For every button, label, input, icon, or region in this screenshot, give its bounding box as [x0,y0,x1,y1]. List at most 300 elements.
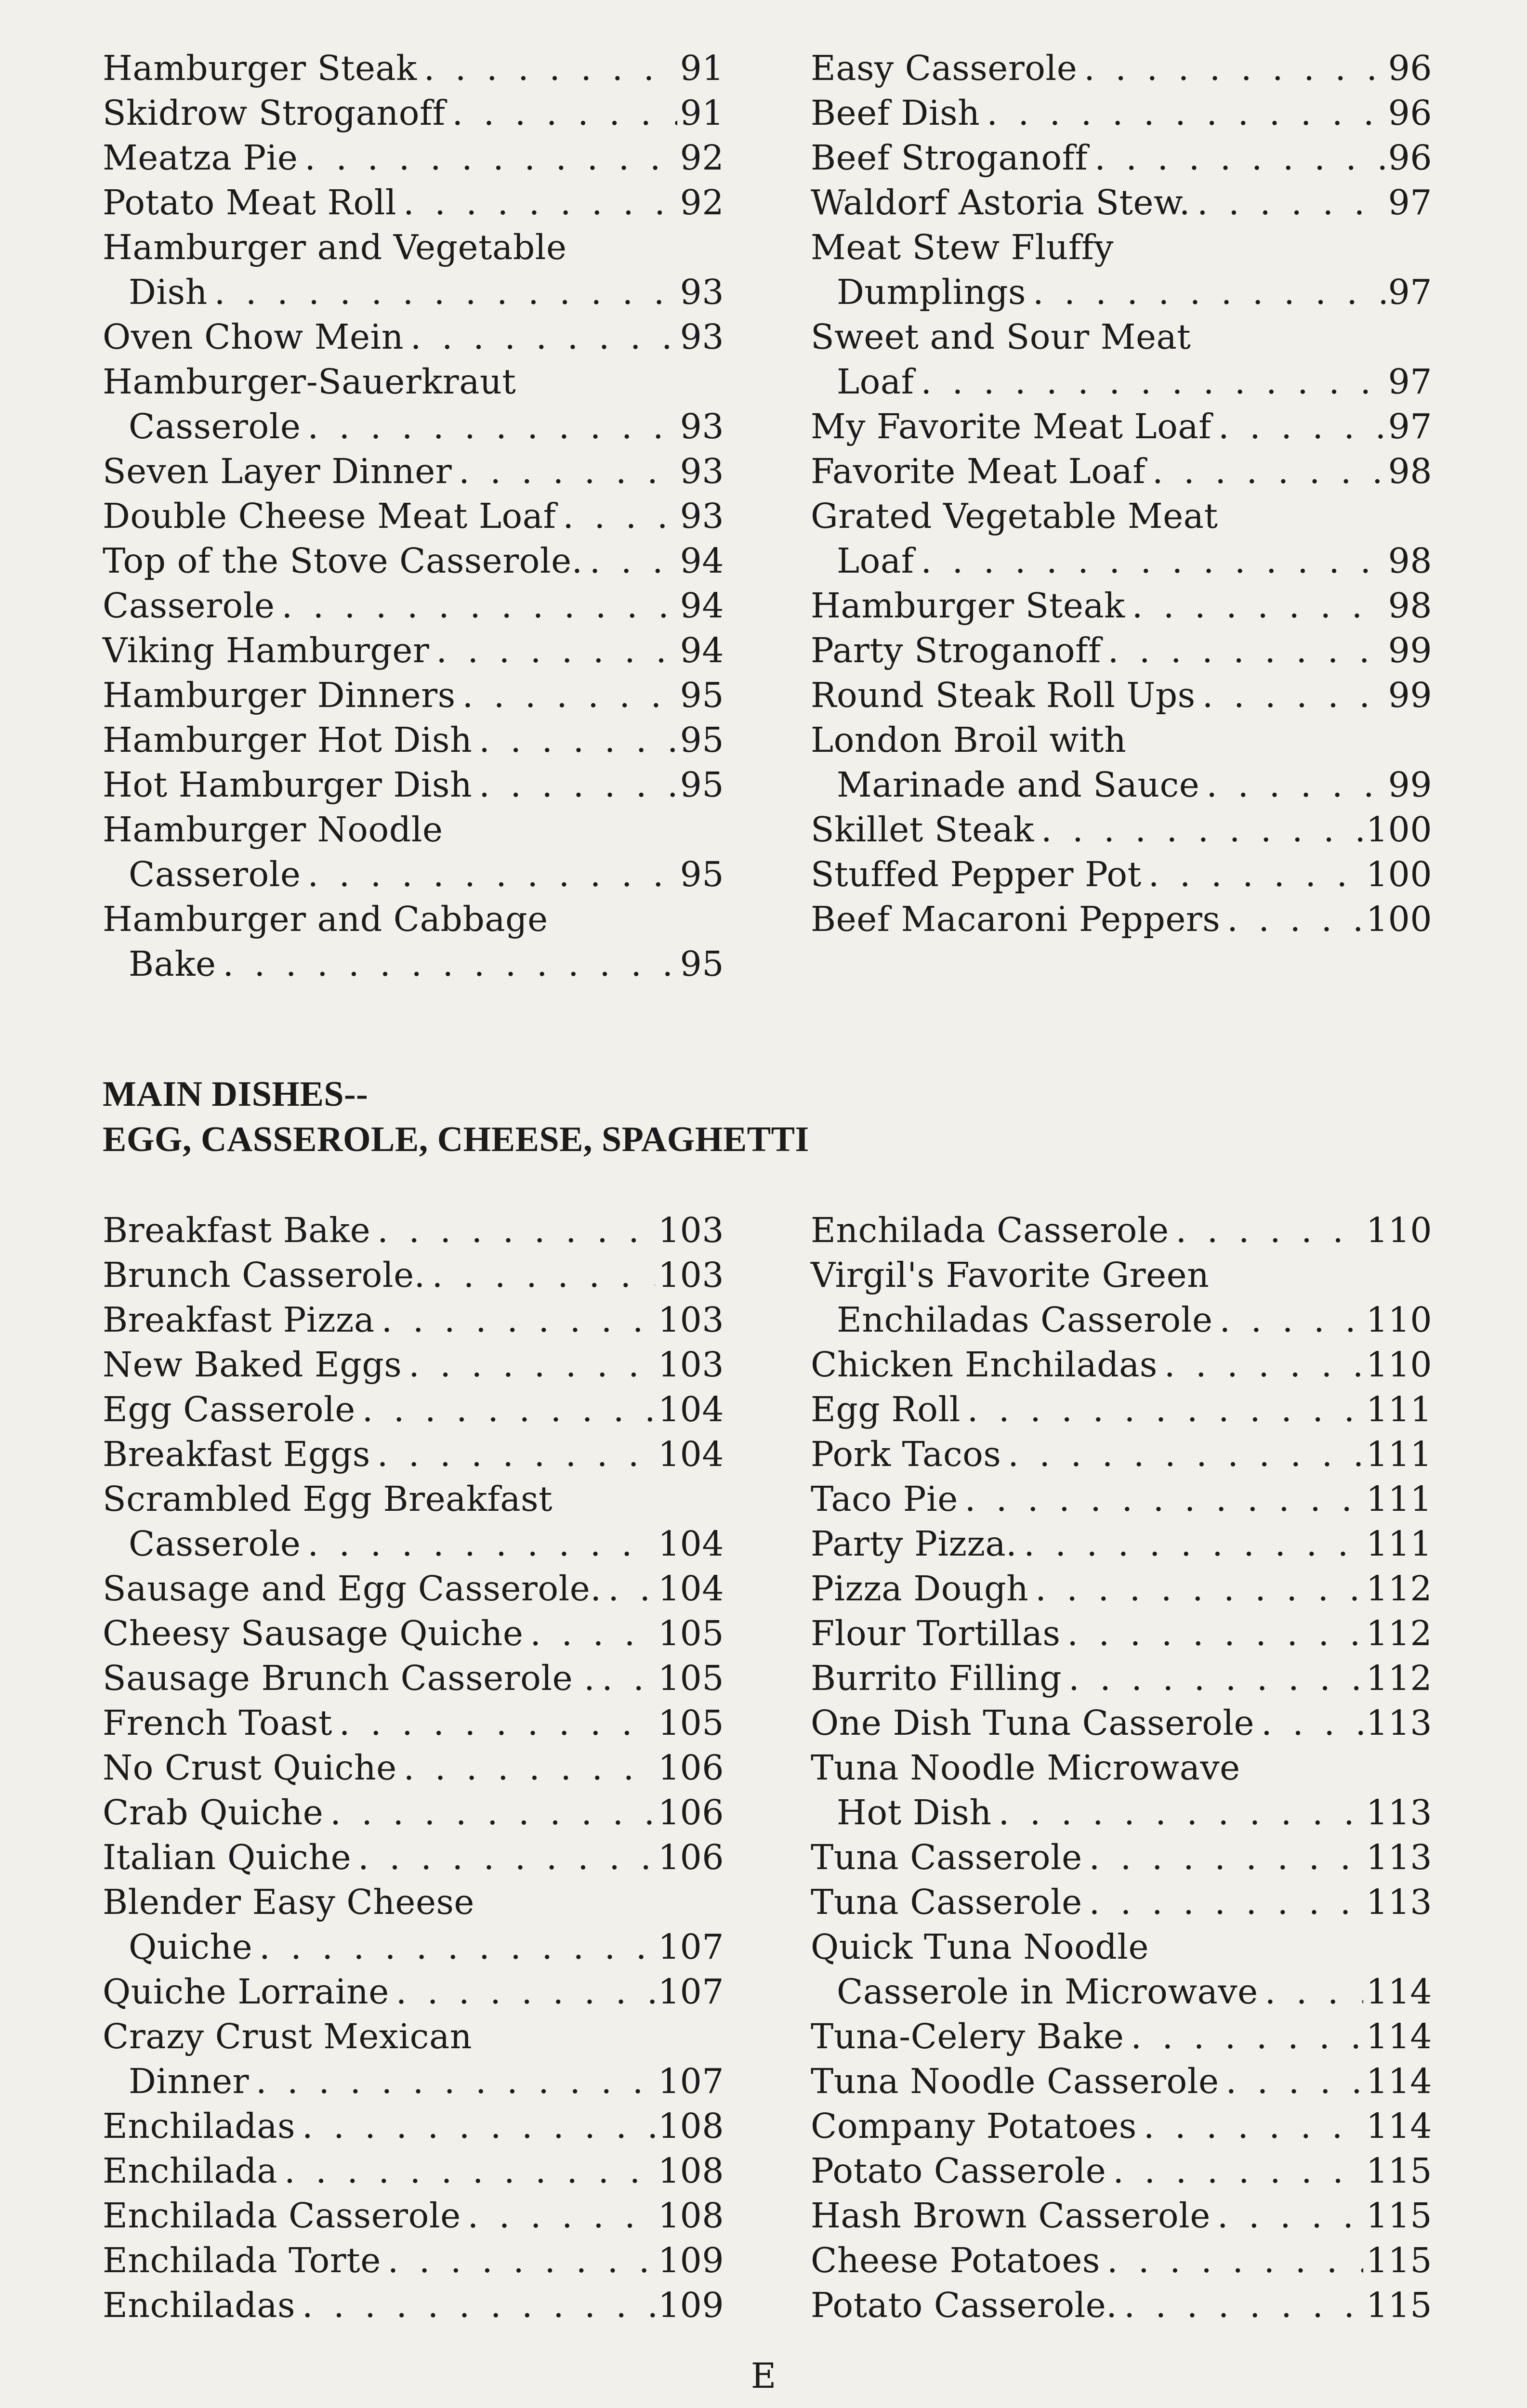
entry-title: Blender Easy Cheese [103,1882,474,1922]
index-entry [103,1387,724,1432]
entry-page-number: 91 [680,93,724,133]
entry-page-number: 96 [1388,138,1432,178]
index-entry [811,46,1432,91]
entry-title: Easy Casserole [811,48,1078,88]
index-entry [811,718,1432,762]
index-entry [103,2283,724,2328]
entry-page-number: 106 [658,1837,724,1877]
entry-page-number: 108 [658,2106,724,2146]
index-entry [103,359,724,404]
entry-title: Quick Tuna Noodle [811,1927,1149,1967]
index-entry [103,1521,724,1566]
entry-page-number: 113 [1366,1837,1432,1877]
entry-title: Enchiladas Casserole [837,1300,1213,1340]
entry-title: No Crust Quiche [103,1748,397,1788]
entry-page-number: 93 [680,451,724,491]
dot-leader [1113,2148,1363,2193]
index-entry [811,314,1432,359]
dot-leader [1176,1208,1363,1253]
entry-title: Hamburger and Cabbage [103,899,548,939]
entry-title: Meat Stew Fluffy [811,227,1114,267]
entry-page-number: 112 [1366,1658,1432,1698]
index-entry [811,762,1432,807]
entry-title: New Baked Eggs [103,1345,402,1385]
index-entry [811,1924,1432,1969]
dot-leader [1217,2193,1363,2238]
dot-leader [358,1835,655,1880]
dot-leader [284,2148,655,2193]
dot-leader [452,91,677,135]
index-entry [811,1656,1432,1701]
index-entry [103,628,724,673]
dot-leader [330,1790,655,1835]
dot-leader [1089,1880,1363,1924]
page-footer-letter: E [750,2356,777,2396]
dot-leader [1041,807,1363,852]
entry-title: Waldorf Astoria Stew. [811,183,1190,222]
index-entry [811,449,1432,494]
index-entry [103,449,724,494]
index-entry [103,2059,724,2104]
dot-leader [1220,1297,1363,1342]
index-entry [811,1611,1432,1656]
entry-page-number: 112 [1366,1569,1432,1609]
entry-page-number: 92 [680,183,724,222]
entry-page-number: 100 [1366,899,1432,939]
entry-title: Hamburger Steak [103,48,417,88]
entry-title: Hamburger Dinners [103,675,456,715]
entry-page-number: 97 [1388,406,1432,446]
entry-title: Casserole [129,406,301,446]
entry-title: Hamburger-Sauerkraut [103,362,516,402]
dot-leader [403,180,677,225]
dot-leader [408,1342,655,1387]
entry-title: Favorite Meat Loaf [811,451,1146,491]
index-entry [103,807,724,852]
dot-leader [479,718,677,762]
index-entry [811,494,1432,538]
entry-title: Sausage Brunch Casserole . [103,1658,595,1698]
entry-title: Tuna Casserole [811,1882,1082,1922]
entry-title: Party Stroganoff [811,630,1101,670]
entry-title: Burrito Filling [811,1658,1062,1698]
dot-leader [921,538,1385,583]
entry-page-number: 103 [658,1300,724,1340]
dot-leader [388,2238,655,2283]
index-entry [811,852,1432,897]
entry-page-number: 100 [1366,854,1432,894]
dot-leader [382,1297,655,1342]
entry-title: Pizza Dough [811,1569,1029,1609]
entry-title: Skillet Steak [811,810,1034,850]
entry-title: Egg Roll [811,1389,961,1429]
index-entry [811,270,1432,314]
dot-leader [1131,2014,1363,2059]
dot-leader [396,1969,655,2014]
index-entry [103,1835,724,1880]
entry-page-number: 114 [1366,1972,1432,2012]
dot-leader [377,1432,655,1477]
entry-title: Hot Hamburger Dish [103,765,473,805]
entry-page-number: 95 [680,854,724,894]
index-entry [103,1969,724,2014]
index-entry [103,942,724,986]
dot-leader [432,1253,655,1297]
entry-page-number: 109 [658,2285,724,2325]
entry-title: Loaf [837,541,914,581]
entry-title: French Toast [103,1703,332,1743]
index-entry [103,538,724,583]
entry-title: Flour Tortillas [811,1613,1061,1653]
entry-title: Hash Brown Casserole [811,2196,1211,2236]
index-entry [103,404,724,449]
index-entry [811,673,1432,718]
dot-leader [223,942,677,986]
index-entry [103,270,724,314]
index-entry [103,583,724,628]
index-entry [811,2014,1432,2059]
index-entry [811,180,1432,225]
dot-leader [1218,404,1385,449]
dot-leader [967,1387,1363,1432]
index-entry [103,1611,724,1656]
dot-leader [1261,1701,1363,1745]
index-entry [103,1566,724,1611]
entry-title: Pork Tacos [811,1434,1001,1474]
entry-page-number: 105 [658,1658,724,1698]
entry-title: My Favorite Meat Loaf [811,406,1211,446]
dot-leader [921,359,1385,404]
dot-leader [259,1924,655,1969]
entry-page-number: 98 [1388,541,1432,581]
entry-page-number: 104 [658,1569,724,1609]
entry-page-number: 93 [680,496,724,536]
index-entry [103,673,724,718]
index-entry [811,1835,1432,1880]
index-entry [811,225,1432,270]
entry-page-number: 107 [658,1927,724,1967]
entry-page-number: 97 [1388,362,1432,402]
entry-page-number: 114 [1366,2061,1432,2101]
entry-title: Viking Hamburger [103,630,430,670]
dot-leader [563,494,677,538]
index-entry [811,2283,1432,2328]
entry-title: Crazy Crust Mexican [103,2016,472,2056]
index-entry [103,1297,724,1342]
index-entry [103,718,724,762]
dot-leader [307,404,677,449]
index-entry [103,180,724,225]
dot-leader [965,1477,1363,1521]
index-entry [103,1477,724,1521]
index-entry [103,762,724,807]
index-entry [811,135,1432,180]
dot-leader [304,135,677,180]
index-entry [103,1701,724,1745]
index-entry [103,1432,724,1477]
entry-page-number: 115 [1366,2196,1432,2236]
entry-page-number: 115 [1366,2240,1432,2280]
dot-leader [404,1745,655,1790]
entry-page-number: 110 [1366,1210,1432,1250]
dot-leader [1108,628,1385,673]
index-entry [811,1432,1432,1477]
entry-title: Stuffed Pepper Pot [811,854,1142,894]
entry-page-number: 95 [680,944,724,984]
dot-leader [256,2059,655,2104]
entry-page-number: 108 [658,2196,724,2236]
index-entry [811,1566,1432,1611]
entry-page-number: 100 [1366,810,1432,850]
entry-page-number: 93 [680,317,724,357]
dot-leader [1033,270,1385,314]
dot-leader [339,1701,655,1745]
dot-leader [1094,135,1385,180]
entry-page-number: 113 [1366,1793,1432,1832]
entry-page-number: 111 [1366,1389,1432,1429]
entry-title: Casserole [129,1524,301,1564]
section-heading [103,1072,809,1162]
entry-page-number: 92 [680,138,724,178]
dot-leader [1152,449,1385,494]
entry-title: Breakfast Eggs [103,1434,370,1474]
index-entry [811,404,1432,449]
dot-leader [1148,852,1363,897]
dot-leader [1089,1835,1363,1880]
entry-page-number: 110 [1366,1345,1432,1385]
dot-leader [1227,897,1363,942]
dot-leader [362,1387,655,1432]
index-entry [811,1701,1432,1745]
entry-title: Oven Chow Mein [103,317,404,357]
index-entry [103,1790,724,1835]
index-entry [103,2193,724,2238]
index-entry [103,1745,724,1790]
section-heading-line-2: EGG, CASSEROLE, CHEESE, SPAGHETTI [103,1120,809,1159]
entry-page-number: 99 [1388,675,1432,715]
entry-title: Casserole [103,586,275,626]
entry-title: Hamburger Noodle [103,810,443,850]
index-entry [811,583,1432,628]
entry-page-number: 103 [658,1210,724,1250]
entry-page-number: 93 [680,406,724,446]
entry-title: Tuna Noodle Microwave [811,1748,1240,1788]
index-entry [103,494,724,538]
hamburger-index-left-column [103,46,724,986]
dot-leader [1164,1342,1363,1387]
entry-page-number: 96 [1388,48,1432,88]
entry-title: Marinade and Sauce [837,765,1200,805]
entry-title: Meatza Pie [103,138,298,178]
index-entry [103,897,724,942]
index-entry [103,1208,724,1253]
dot-leader [468,2193,655,2238]
index-entry [103,91,724,135]
dot-leader [307,1521,655,1566]
entry-title: Cheese Potatoes [811,2240,1100,2280]
entry-title: Company Potatoes [811,2106,1137,2146]
index-entry [811,1880,1432,1924]
entry-title: Party Pizza. [811,1524,1017,1564]
dot-leader [410,314,677,359]
entry-page-number: 95 [680,720,724,760]
entry-page-number: 114 [1366,2016,1432,2056]
entry-title: Skidrow Stroganoff [103,93,446,133]
dot-leader [1084,46,1385,91]
index-entry [811,538,1432,583]
section-heading-line-1: MAIN DISHES-- [103,1074,369,1114]
entry-title: Tuna-Celery Bake [811,2016,1124,2056]
entry-page-number: 94 [680,630,724,670]
entry-title: Egg Casserole [103,1389,355,1429]
dot-leader [436,628,677,673]
entry-page-number: 91 [680,48,724,88]
egg-index-right-column [811,1208,1432,2328]
entry-page-number: 97 [1388,272,1432,312]
entry-title: Hamburger and Vegetable [103,227,567,267]
entry-page-number: 114 [1366,2106,1432,2146]
dot-leader [424,46,677,91]
entry-title: London Broil with [811,720,1127,760]
entry-title: Seven Layer Dinner [103,451,452,491]
entry-title: Round Steak Roll Ups [811,675,1196,715]
dot-leader [1008,1432,1363,1477]
entry-title: Tuna Noodle Casserole [811,2061,1219,2101]
entry-title: Hamburger Steak [811,586,1125,626]
entry-title: Enchilada [103,2151,278,2191]
entry-page-number: 94 [680,541,724,581]
entry-page-number: 111 [1366,1479,1432,1519]
entry-page-number: 113 [1366,1703,1432,1743]
dot-leader [1067,1611,1363,1656]
entry-title: Dumplings [837,272,1026,312]
index-entry [811,2238,1432,2283]
entry-title: Hot Dish [837,1793,992,1832]
entry-page-number: 97 [1388,183,1432,222]
dot-leader [1206,762,1385,807]
index-entry [103,1880,724,1924]
dot-leader [302,2283,655,2328]
entry-page-number: 106 [658,1793,724,1832]
dot-leader [1132,583,1385,628]
entry-title: Enchiladas [103,2285,296,2325]
entry-title: Scrambled Egg Breakfast [103,1479,553,1519]
index-entry [811,1477,1432,1521]
entry-title: Beef Stroganoff [811,138,1088,178]
index-entry [103,135,724,180]
dot-leader [530,1611,655,1656]
index-entry [103,1924,724,1969]
entry-page-number: 96 [1388,93,1432,133]
entry-page-number: 111 [1366,1524,1432,1564]
dot-leader [1144,2104,1363,2148]
dot-leader [459,449,677,494]
entry-page-number: 99 [1388,630,1432,670]
index-entry [103,2104,724,2148]
dot-leader [1124,2283,1363,2328]
dot-leader [1068,1656,1363,1701]
dot-leader [1035,1566,1363,1611]
entry-page-number: 110 [1366,1300,1432,1340]
entry-page-number: 98 [1388,451,1432,491]
entry-title: Potato Casserole. [811,2285,1118,2325]
entry-title: Sausage and Egg Casserole. [103,1569,602,1609]
entry-title: Beef Dish [811,93,980,133]
entry-title: Potato Meat Roll [103,183,397,222]
entry-title: Dish [129,272,208,312]
entry-title: Bake [129,944,216,984]
entry-title: Virgil's Favorite Green [811,1255,1210,1295]
entry-title: Sweet and Sour Meat [811,317,1191,357]
index-entry [811,1342,1432,1387]
index-entry [103,2238,724,2283]
entry-title: One Dish Tuna Casserole [811,1703,1255,1743]
dot-leader [307,852,677,897]
index-entry [103,314,724,359]
entry-title: Quiche Lorraine [103,1972,389,2012]
dot-leader [608,1566,655,1611]
entry-page-number: 115 [1366,2285,1432,2325]
dot-leader [377,1208,655,1253]
index-entry [811,1253,1432,1297]
dot-leader [987,91,1385,135]
entry-title: Potato Casserole [811,2151,1106,2191]
index-entry [811,1208,1432,1253]
dot-leader [1197,180,1385,225]
index-entry [811,2104,1432,2148]
index-entry [811,1790,1432,1835]
entry-title: Top of the Stove Casserole. [103,541,583,581]
index-entry [811,1521,1432,1566]
entry-title: Brunch Casserole. [103,1255,425,1295]
entry-page-number: 109 [658,2240,724,2280]
index-entry [103,1656,724,1701]
egg-index-left-column [103,1208,724,2328]
entry-page-number: 93 [680,272,724,312]
entry-title: Casserole in Microwave [837,1972,1258,2012]
entry-title: Enchilada Torte [103,2240,381,2280]
entry-title: Dinner [129,2061,250,2101]
entry-title: Enchilada Casserole [103,2196,461,2236]
entry-title: Taco Pie [811,1479,958,1519]
entry-page-number: 106 [658,1748,724,1788]
entry-page-number: 113 [1366,1882,1432,1922]
entry-title: Italian Quiche [103,1837,352,1877]
dot-leader [999,1790,1363,1835]
entry-title: Breakfast Bake [103,1210,371,1250]
index-entry [103,1342,724,1387]
entry-title: Loaf [837,362,914,402]
entry-page-number: 98 [1388,586,1432,626]
entry-page-number: 104 [658,1524,724,1564]
dot-leader [1202,673,1385,718]
index-entry [103,2148,724,2193]
entry-page-number: 112 [1366,1613,1432,1653]
entry-title: Beef Macaroni Peppers [811,899,1221,939]
entry-page-number: 108 [658,2151,724,2191]
entry-page-number: 104 [658,1434,724,1474]
entry-title: Enchiladas [103,2106,296,2146]
dot-leader [1265,1969,1363,2014]
entry-title: Tuna Casserole [811,1837,1082,1877]
index-entry [103,2014,724,2059]
index-entry [811,1969,1432,2014]
index-entry [811,2148,1432,2193]
dot-leader [302,2104,655,2148]
hamburger-index-right-column [811,46,1432,942]
entry-page-number: 99 [1388,765,1432,805]
entry-page-number: 95 [680,765,724,805]
